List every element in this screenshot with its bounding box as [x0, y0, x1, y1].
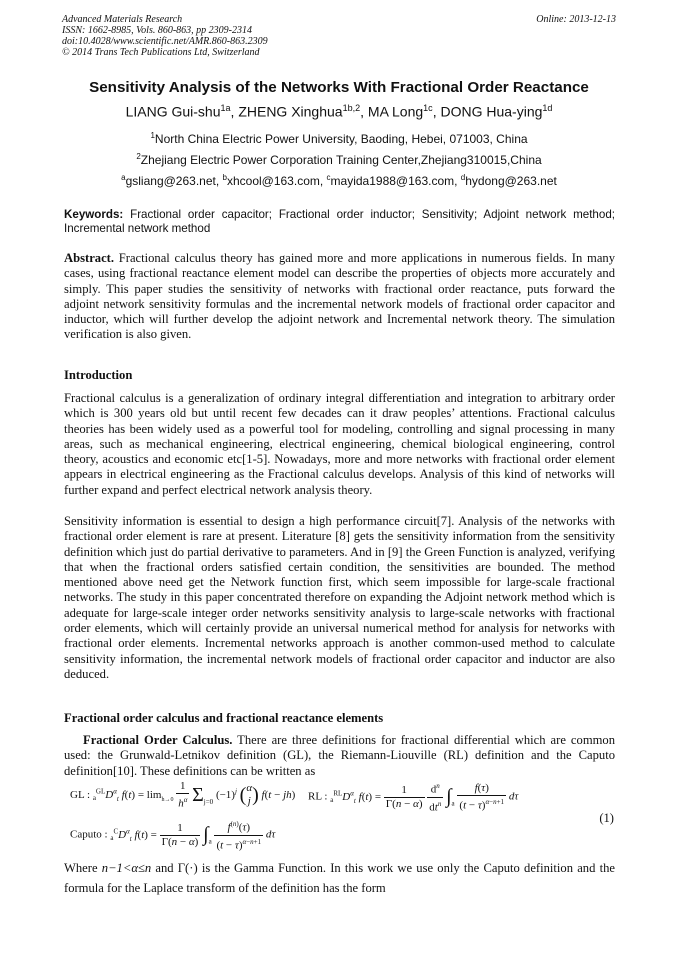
email-text: hydong@263.net [465, 174, 557, 188]
email-line [0, 173, 678, 188]
journal-header [62, 14, 616, 58]
abstract [64, 251, 615, 343]
section-heading-fractional: Fractional order calculus and fractional reactance elements [64, 711, 384, 725]
intro-paragraph-1: Fractional calculus is a generalization of ordinary integral differentiation and integration to arbitrary order which is 300 years old but until recent few decades can it draw peoples’ attentions. Fractional calculus theories has been widely used as a powerful tool for modeling, controlling and signal processing in many areas, such as mechanical engineering, electrical engineering, chemical biological engineering, control theory, acoustics and economic etc[1-5]. Nowadays, more and more networks with fractional order element appears in electrical engineering as the Fractional calculus develops. Analysis of this kind of networks will further expand and perfect electrical network analysis theory. [64, 391, 615, 497]
keywords-label: Keywords: [64, 208, 124, 221]
subsection-heading: Fractional Order Calculus. [83, 733, 233, 747]
author-sep: , [432, 103, 441, 120]
email-sup: c [326, 173, 331, 182]
equation-caputo-label: Caputo : [70, 828, 108, 841]
equation-number: (1) [599, 811, 614, 825]
doi-line: doi:10.4028/www.scientific.net/AMR.860-863.2309 [62, 36, 268, 47]
affiliation-sup: 2 [136, 152, 141, 161]
intro-paragraph-2: Sensitivity information is essential to design a high performance circuit[7]. Analysis of the networks with fractional order element is rare at present. Literature [8] gets the sensitivity information from the sensitivity definition which just do partial derivative to parameters. And in [9] the Green Function is analyzed, verifying that when the fractional orders satisfied certain condition, the sensitivities are bounded. The method mentioned above need get the Network function first, which seem impossible for large-scale fractional networks. The study in this paper concentrated therefore on expanding the Adjoint network method which is adequate for large-scale integer order networks sensitivity analysis to large-scale networks with fractional order elements, which will certainly provide an universal numerical method for analysis for networks with fractional order elements. Incremental networks approach is another common-used method to calculate sensitivity information, the incremental network models of fractional order capacitor and inductor are also deduced. [64, 514, 615, 681]
affiliation-1 [0, 131, 678, 146]
equation-rl: RL : $_a^{RL}D^\alpha_t$ f(t) = $\frac{1}{\Gamma(n - \alpha)}$ $\frac{d^n}{dt^n}$ $\int_a$ $\frac{f(\tau)}{(t - \tau)^{\alpha-n+1}}$ dτ [308, 781, 519, 814]
author-list [0, 103, 678, 120]
fractional-calculus-text: There are three definitions for fractional differential which are common used: the Grunwald-Letnikov definition (GL), the Riemann-Liouville (RL) definition and the Caputo definition[10]. These definitions can be written as [64, 733, 615, 778]
equation-caputo: Caputo : $_a^CD^\alpha_t$ f(t) = $\frac{1}{\Gamma(n - \alpha)}$ $\int_a$ $\frac{f^{(n)}(\tau)}{(t - \tau)^{\alpha-n+1}}$ dτ [70, 820, 276, 852]
equation-rl-label: RL : [308, 790, 328, 803]
email-text: gsliang@263.net, [125, 174, 223, 188]
online-date: Online: 2013-12-13 [536, 14, 616, 25]
abstract-label: Abstract. [64, 251, 115, 265]
affiliation-sup: 1 [150, 131, 155, 140]
abstract-text: Fractional calculus theory has gained more and more applications in numerous fields. In many cases, using fractional reactance element model can describe the properties of objects more accurately and simply. This paper studies the sensitivity of networks with fractional order reactance, puts forward the adjoint network sensitivity formulas and the incremental network models of fractional order capacitor and inductor, which will further develop the adjoint network and Incremental network theory. The simulation verification is also given. [64, 251, 615, 342]
copyright-line: © 2014 Trans Tech Publications Ltd, Switzerland [62, 47, 260, 58]
email-text: mayida1988@163.com, [330, 174, 461, 188]
keywords-text: Fractional order capacitor; Fractional order inductor; Sensitivity; Adjoint network method; Incremental network method [64, 208, 615, 235]
where-text-a: Where [64, 861, 102, 875]
affiliation-text: North China Electric Power University, Baoding, Hebei, 071003, China [154, 132, 528, 146]
section-heading-introduction: Introduction [64, 368, 133, 382]
where-gamma: Γ(·) [177, 861, 198, 875]
author-sup: 1b,2 [342, 103, 361, 113]
email-sup: a [121, 173, 126, 182]
where-paragraph [64, 858, 615, 898]
fractional-calculus-paragraph [64, 733, 615, 779]
author-sup: 1a [220, 103, 231, 113]
paper-title: Sensitivity Analysis of the Networks With Fractional Order Reactance [89, 79, 589, 96]
author-sup: 1d [542, 103, 553, 113]
author-name: ZHENG Xinghua [238, 103, 343, 120]
affiliation-text: Zhejiang Electric Power Corporation Training Center,Zhejiang310015,China [140, 153, 542, 167]
author-name: LIANG Gui-shu [125, 103, 221, 120]
equation-gl-label: GL : [70, 788, 91, 801]
where-text-b: is the Gamma Function. In this work we use only the Caputo definition and the formula for the Laplace transform of the definition has the form [64, 861, 615, 895]
affiliation-2 [0, 152, 678, 167]
author-name: MA Long [367, 103, 424, 120]
author-name: DONG Hua-ying [440, 103, 543, 120]
email-sup: d [460, 173, 466, 182]
keywords [64, 208, 615, 236]
author-sep: , [230, 103, 239, 120]
author-sup: 1c [423, 103, 433, 113]
where-text-and: and [151, 861, 178, 875]
email-text: xhcool@163.com, [226, 174, 327, 188]
author-sep: , [360, 103, 368, 120]
journal-name: Advanced Materials Research [62, 14, 183, 25]
email-sup: b [222, 173, 227, 182]
equation-gl: GL : $_a^{GL}D^\alpha_t$ $f(t) = \lim_{h\to 0}$ $\frac{1}{h^\alpha}$ $\Sigma_{j=0}$ $(-1)^j$ ( α j ) f(t − jh) [70, 780, 296, 810]
where-condition: n−1<α≤n [101, 861, 152, 875]
issn-line: ISSN: 1662-8985, Vols. 860-863, pp 2309-2314 [62, 25, 252, 36]
